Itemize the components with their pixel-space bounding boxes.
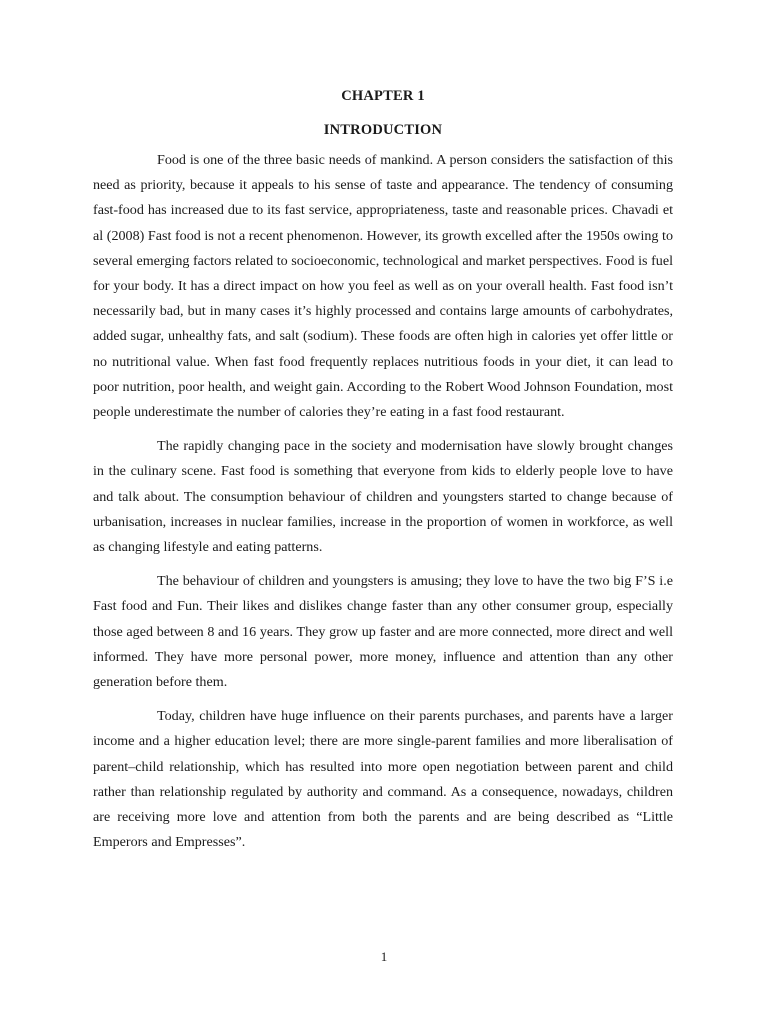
paragraph-2: The rapidly changing pace in the society and modernisation have slowly brought changes in the culinary scene. Fast food is something that everyone from kids to elderly people love to have and talk about. The consumption behaviour of children and youngsters started to change because of urbanisation, increases in nuclear families, increase in the proportion of women in workforce, as well as changing lifestyle and eating patterns.: [93, 438, 673, 556]
paragraph-1: Food is one of the three basic needs of mankind. A person considers the satisfaction of this need as priority, because it appeals to his sense of taste and appearance. The tendency of consuming fast-food has increased due to its fast service, appropriateness, taste and reasonable prices. Chavadi et al (2008) Fast food is not a recent phenomenon. However, its growth excelled after the 1950s owing to several emerging factors related to socioeconomic, technological and market perspectives. Food is fuel for your body. It has a direct impact on how you feel as well as on your overall health. Fast food isn’t necessarily bad, but in many cases it’s highly processed and contains large amounts of carbohydrates, added sugar, unhealthy fats, and salt (sodium). These foods are often high in calories yet offer little or no nutritional value. When fast food frequently replaces nutritious foods in your diet, it can lead to poor nutrition, poor health, and weight gain. According to the Robert Wood Johnson Foundation, most people underestimate the number of calories they’re eating in a fast food restaurant.: [93, 152, 673, 421]
paragraph-4: Today, children have huge influence on their parents purchases, and parents have a larger income and a higher education level; there are more single-parent families and more liberalisation of parent–child relationship, which has resulted into more open negotiation between parent and child rather than relationship regulated by authority and command. As a consequence, nowadays, children are receiving more love and attention from both the parents and are being described as “Little Emperors and Empresses”.: [93, 708, 673, 851]
document-page: [93, 84, 673, 864]
section-heading: INTRODUCTION: [323, 122, 443, 138]
page-number: 1: [380, 949, 388, 964]
paragraph-3: The behaviour of children and youngsters is amusing; they love to have the two big F’S i.e Fast food and Fun. Their likes and dislikes change faster than any other consumer group, especially those aged between 8 and 16 years. They grow up faster and are more connected, more direct and well informed. They have more personal power, more money, influence and attention than any other generation before them.: [93, 573, 673, 691]
chapter-title: CHAPTER 1: [341, 88, 425, 104]
